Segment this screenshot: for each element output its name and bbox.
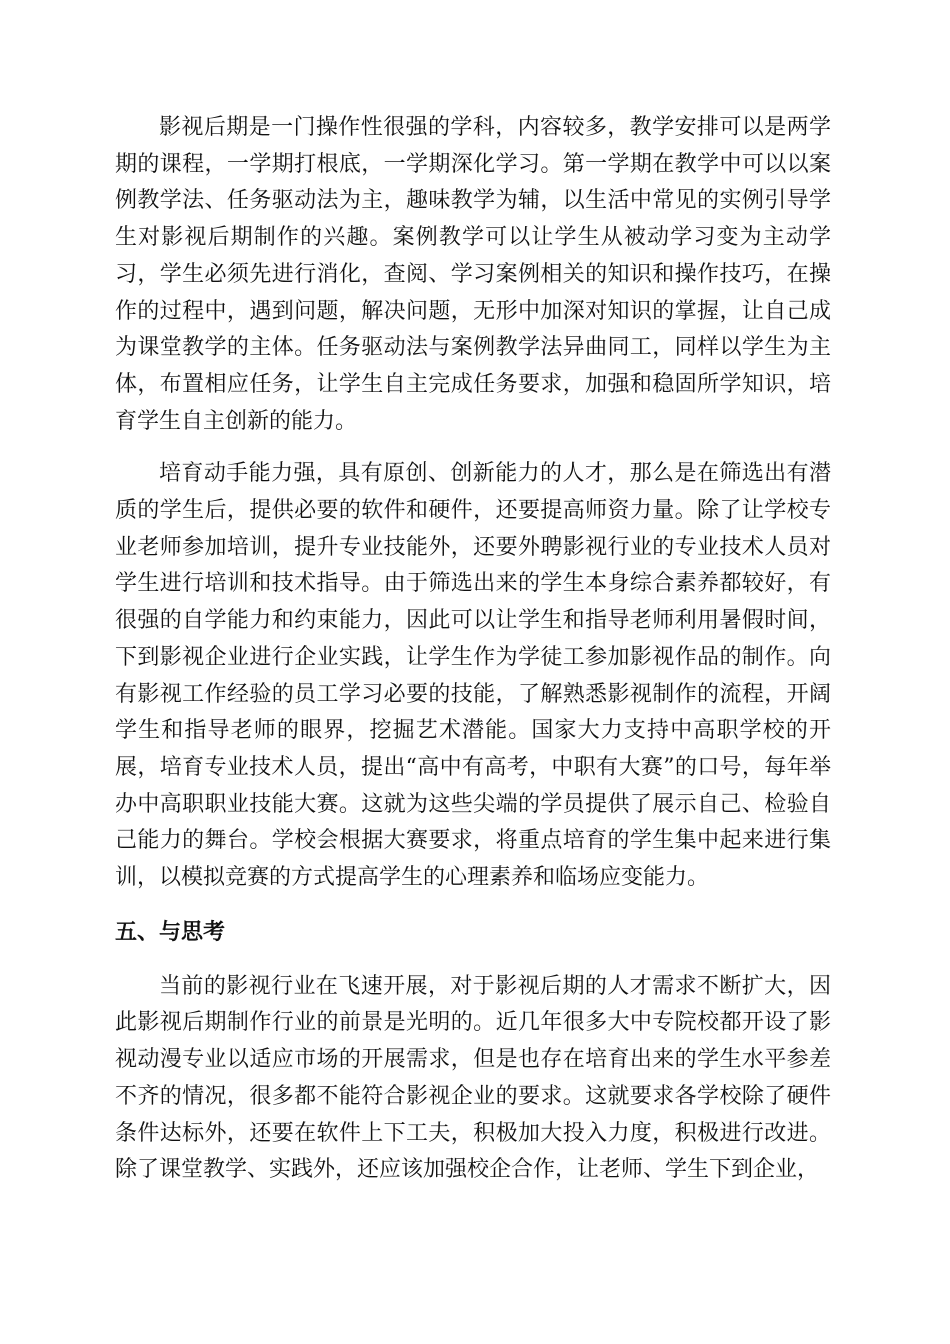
document-body — [115, 110, 831, 1189]
paragraph-teaching-methods: 影视后期是一门操作性很强的学科，内容较多，教学安排可以是两学期的课程，一学期打根底，一学期深化学习。第一学期在教学中可以以案例教学法、任务驱动法为主，趣味教学为辅，以生活中常见的实例引导学生对影视后期制作的兴趣。案例教学可以让学生从被动学习变为主动学习，学生必须先进行消化，查阅、学习案例相关的知识和操作技巧，在操作的过程中，遇到问题，解决问题，无形中加深对知识的掌握，让自己成为课堂教学的主体。任务驱动法与案例教学法异曲同工，同样以学生为主体，布置相应任务，让学生自主完成任务要求，加强和稳固所学知识，培育学生自主创新的能力。 — [115, 115, 831, 434]
paragraph-talent-cultivation: 培育动手能力强，具有原创、创新能力的人才，那么是在筛选出有潜质的学生后，提供必要的软件和硬件，还要提高师资力量。除了让学校专业老师参加培训，提升专业技能外，还要外聘影视行业的专业技术人员对学生进行培训和技术指导。由于筛选出来的学生本身综合素养都较好，有很强的自学能力和约束能力，因此可以让学生和指导老师利用暑假时间，下到影视企业进行企业实践，让学生作为学徒工参加影视作品的制作。向有影视工作经验的员工学习必要的技能，了解熟悉影视制作的流程，开阔学生和指导老师的眼界，挖掘艺术潜能。国家大力支持中高职学校的开展，培育专业技术人员，提出“高中有高考，中职有大赛”的口号，每年举办中高职职业技能大赛。这就为这些尖端的学员提供了展示自己、检验自己能力的舞台。学校会根据大赛要求，将重点培育的学生集中起来进行集训，以模拟竞赛的方式提高学生的心理素养和临场应变能力。 — [115, 461, 831, 891]
paragraph-industry-outlook: 当前的影视行业在飞速开展，对于影视后期的人才需求不断扩大，因此影视后期制作行业的前景是光明的。近几年很多大中专院校都开设了影视动漫专业以适应市场的开展需求，但是也存在培育出来的学生水平参差不齐的情况，很多都不能符合影视企业的要求。这就要求各学校除了硬件条件达标外，还要在软件上下工夫，积极加大投入力度，积极进行改进。除了课堂教学、实践外，还应该加强校企合作，让老师、学生下到企业， — [115, 973, 831, 1183]
section-heading: 五、与思考 — [115, 919, 226, 945]
